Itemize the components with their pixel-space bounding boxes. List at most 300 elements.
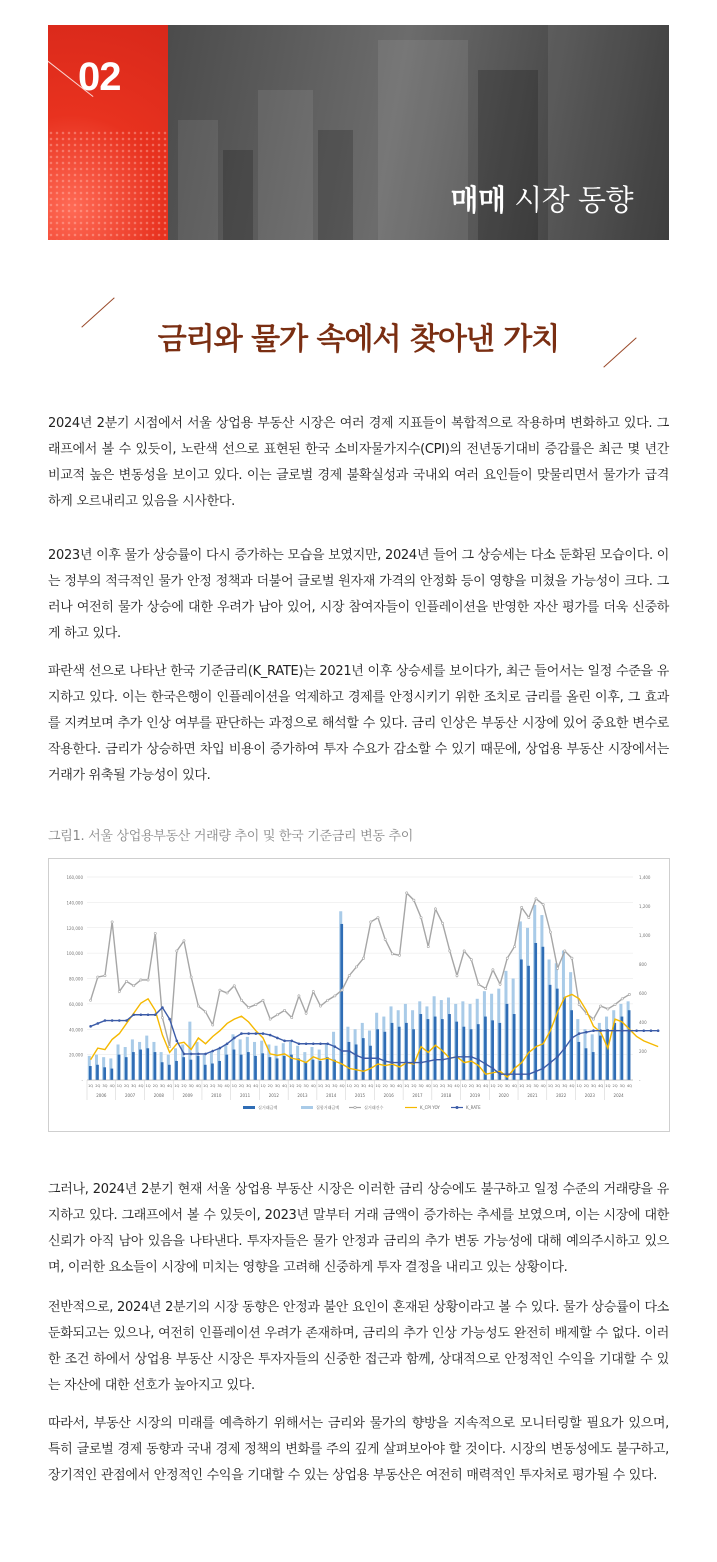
x-quarter-label: 4Q: [511, 1084, 518, 1088]
legend-marker: [456, 1106, 458, 1108]
x-quarter-label: 2Q: [152, 1084, 158, 1088]
line-k-rate-point: [413, 1062, 415, 1064]
x-quarter-label: 1Q: [346, 1084, 352, 1088]
line-transaction-count-point: [492, 969, 494, 971]
line-k-rate-point: [233, 1037, 235, 1039]
x-quarter-label: 4Q: [626, 1084, 632, 1088]
line-transaction-count-point: [434, 908, 436, 910]
line-transaction-count-point: [621, 998, 623, 1000]
x-year-label: 2009: [182, 1093, 193, 1098]
line-k-rate-point: [291, 1040, 293, 1042]
line-transaction-count-point: [226, 992, 228, 994]
bar-transaction: [340, 924, 343, 1080]
chart-svg: [49, 859, 669, 1131]
line-transaction-count-point: [477, 983, 479, 985]
line-k-rate-point: [169, 1018, 171, 1020]
x-quarter-label: 3Q: [246, 1084, 252, 1088]
line-k-rate-point: [205, 1053, 207, 1055]
x-year-label: 2022: [556, 1093, 567, 1098]
line-transaction-count-point: [355, 966, 357, 968]
bar-transaction: [297, 1058, 300, 1080]
y-left-tick-label: 20,000: [69, 1052, 83, 1058]
x-year-label: 2012: [268, 1093, 279, 1098]
x-quarter-label: 3Q: [590, 1084, 597, 1088]
line-transaction-count-point: [204, 1011, 206, 1013]
x-quarter-label: 2Q: [612, 1084, 618, 1088]
chart-frame: [48, 858, 670, 1132]
line-k-rate-point: [470, 1056, 472, 1058]
bar-transaction: [491, 1020, 494, 1080]
bar-transaction: [168, 1065, 171, 1080]
y-right-tick-label: -: [639, 1078, 641, 1083]
bar-transaction: [146, 1048, 149, 1080]
x-quarter-label: 3Q: [274, 1084, 280, 1088]
x-year-label: 2018: [441, 1093, 452, 1098]
bar-transaction: [161, 1062, 164, 1080]
x-quarter-label: 2Q: [296, 1084, 302, 1088]
line-transaction-count-point: [176, 950, 178, 952]
bar-transaction: [139, 1050, 142, 1080]
bar-transaction: [405, 1023, 408, 1080]
y-right-tick-label: 1,200: [639, 904, 651, 909]
line-k-rate-point: [133, 1014, 135, 1016]
x-quarter-label: 3Q: [188, 1084, 194, 1088]
line-k-rate-point: [463, 1056, 465, 1058]
bar-transaction: [563, 998, 566, 1080]
bar-transaction: [348, 1042, 351, 1080]
bar-transaction: [276, 1058, 279, 1080]
line-transaction-count-point: [463, 950, 465, 952]
line-k-rate-point: [377, 1057, 379, 1059]
section-banner: [48, 25, 669, 240]
line-k-rate-point: [535, 1070, 537, 1072]
x-quarter-label: 2Q: [440, 1084, 446, 1088]
line-transaction-count-point: [556, 967, 558, 969]
line-k-rate-point: [456, 1056, 458, 1058]
line-transaction-count-point: [549, 931, 551, 933]
bar-transaction: [434, 1017, 437, 1080]
bar-transaction: [463, 1027, 466, 1080]
line-transaction-count-point: [154, 932, 156, 934]
line-k-rate-point: [485, 1063, 487, 1065]
line-transaction-count-point: [111, 921, 113, 923]
line-transaction-count-point: [291, 1017, 293, 1019]
line-k-rate-point: [104, 1020, 106, 1022]
x-quarter-label: 3Q: [303, 1084, 309, 1088]
bar-transaction: [304, 1062, 307, 1080]
line-k-rate-point: [592, 1030, 594, 1032]
line-transaction-count-point: [485, 988, 487, 990]
bar-transaction: [197, 1056, 200, 1080]
bar-transaction: [125, 1057, 128, 1080]
bar-transaction: [190, 1060, 193, 1080]
banner-title-bold: 매매: [450, 183, 506, 217]
line-transaction-count-point: [499, 983, 501, 985]
x-quarter-label: 2Q: [555, 1084, 561, 1088]
line-k-rate-point: [434, 1059, 436, 1061]
bar-transaction: [225, 1055, 228, 1080]
line-transaction-count-point: [319, 1005, 321, 1007]
x-quarter-label: 1Q: [202, 1084, 209, 1088]
banner-title: [450, 178, 633, 219]
line-transaction-count-point: [169, 1046, 171, 1048]
paragraph-2: 2023년 이후 물가 상승률이 다시 증가하는 모습을 보였지만, 2024년 들어 그 상승세는 다소 둔화된 모습이다. 이는 정부의 적극적인 물가 안정 정책과 더불어 글로벌 원자재 가격의 안정화 등이 영향을 미쳤을 가능성이 크다. 그러나 여전히 물가 상승에 대한 우려가 남아 있어, 시장 참여자들이 인플레이션을 반영한 자산 평가를 더욱 신중하게 하고 있다.: [48, 548, 669, 641]
x-quarter-label: 1Q: [145, 1084, 151, 1088]
bar-transaction: [484, 1017, 487, 1080]
y-left-tick-label: 160,000: [66, 875, 83, 880]
line-k-rate-point: [657, 1030, 659, 1032]
x-quarter-label: 2Q: [497, 1084, 503, 1088]
line-k-rate-point: [197, 1053, 199, 1055]
x-quarter-label: 4Q: [282, 1084, 288, 1088]
line-transaction-count-point: [362, 957, 364, 959]
line-k-rate-point: [600, 1030, 602, 1032]
bar-transaction: [398, 1027, 401, 1080]
line-k-rate-point: [492, 1067, 494, 1069]
x-quarter-label: 2Q: [382, 1084, 388, 1088]
line-k-rate-point: [557, 1056, 559, 1058]
line-k-rate-point: [628, 1030, 630, 1032]
line-k-rate-point: [449, 1057, 451, 1059]
line-transaction-count-point: [506, 957, 508, 959]
x-year-label: 2023: [584, 1093, 595, 1098]
line-transaction-count-point: [370, 921, 372, 923]
line-transaction-count-point: [628, 993, 630, 995]
bar-transaction: [182, 1057, 185, 1080]
line-transaction-count-point: [614, 1004, 616, 1006]
line-k-rate-point: [427, 1060, 429, 1062]
x-quarter-label: 1Q: [490, 1084, 496, 1088]
bar-transaction: [211, 1064, 214, 1080]
x-quarter-label: 4Q: [167, 1084, 173, 1088]
line-k-rate-point: [478, 1059, 480, 1061]
bar-transaction: [506, 1004, 509, 1080]
heading-block: [48, 290, 669, 370]
paragraph-3: 파란색 선으로 나타난 한국 기준금리(K_RATE)는 2021년 이후 상승세를 보이다가, 최근 들어서는 일정 수준을 유지하고 있다. 이는 한국은행이 인플레이션을 억제하고 경제를 안정시키기 위한 조치로 금리를 올린 이후, 그 효과를 지켜보며 추가 인상 여부를 판단하는 과정으로 해석할 수 있다. 금리 인상은 부동산 시장에 있어 중요한 변수로 작용한다. 금리가 상승하면 차입 비용이 증가하여 투자 수요가 감소할 수 있기 때문에, 상업용 부동산 시장에서는 거래가 위축될 가능성이 있다.: [48, 664, 669, 783]
line-transaction-count-point: [283, 1009, 285, 1011]
x-quarter-label: 4Q: [138, 1084, 144, 1088]
line-k-rate-point: [319, 1043, 321, 1045]
x-quarter-label: 3Q: [217, 1084, 223, 1088]
line-k-rate-point: [248, 1033, 250, 1035]
line-k-rate-point: [284, 1040, 286, 1042]
x-quarter-label: 3Q: [418, 1084, 424, 1088]
bar-transaction: [254, 1056, 257, 1080]
line-k-rate-point: [399, 1062, 401, 1064]
x-year-label: 2008: [153, 1093, 164, 1098]
bar-transaction: [175, 1061, 178, 1080]
bar-transaction: [585, 1048, 588, 1080]
line-transaction-count-point: [571, 957, 573, 959]
x-year-label: 2019: [469, 1093, 481, 1098]
line-k-rate-point: [190, 1053, 192, 1055]
x-quarter-label: 2Q: [468, 1084, 474, 1088]
x-quarter-label: 1Q: [547, 1084, 553, 1088]
line-k-rate-point: [355, 1054, 357, 1056]
line-transaction-count-point: [262, 999, 264, 1001]
bar-transaction: [455, 1022, 458, 1080]
x-quarter-label: 2Q: [210, 1084, 216, 1088]
line-k-rate-point: [226, 1043, 228, 1045]
line-k-rate-point: [614, 1030, 616, 1032]
line-k-rate-point: [305, 1043, 307, 1045]
line-transaction-count-point: [305, 1012, 307, 1014]
x-quarter-label: 4Q: [109, 1084, 115, 1088]
bar-transaction: [556, 989, 559, 1080]
line-transaction-count-point: [456, 975, 458, 977]
line-transaction-count-point: [212, 1024, 214, 1026]
x-quarter-label: 4Q: [224, 1084, 230, 1088]
line-k-rate-point: [327, 1043, 329, 1045]
x-year-label: 2013: [297, 1093, 308, 1098]
y-left-tick-label: 100,000: [66, 951, 83, 957]
line-transaction-count-point: [140, 979, 142, 981]
halftone-pattern: [48, 130, 168, 240]
line-k-rate-point: [564, 1047, 566, 1049]
y-right-tick-label: 600: [639, 991, 647, 996]
page-heading: 금리와 물가 속에서 찾아낸 가치: [157, 322, 560, 357]
bar-transaction: [240, 1055, 243, 1080]
bar-transaction: [355, 1044, 358, 1080]
x-quarter-label: 2Q: [123, 1084, 130, 1088]
x-quarter-label: 3Q: [159, 1084, 165, 1088]
line-k-rate-point: [219, 1047, 221, 1049]
x-quarter-label: 4Q: [195, 1084, 201, 1088]
x-quarter-label: 3Q: [619, 1084, 625, 1088]
y-right-tick-label: 200: [639, 1049, 647, 1054]
x-quarter-label: 1Q: [317, 1084, 324, 1088]
line-k-rate-point: [298, 1043, 300, 1045]
line-transaction-count-point: [542, 903, 544, 905]
line-k-rate-point: [549, 1062, 551, 1064]
line-k-rate-point: [140, 1014, 142, 1016]
bar-transaction: [577, 1042, 580, 1080]
x-quarter-label: 1Q: [231, 1084, 237, 1088]
line-transaction-count-point: [298, 995, 300, 997]
x-quarter-label: 4Q: [368, 1084, 374, 1088]
line-transaction-count-point: [341, 989, 343, 991]
line-k-rate-point: [643, 1030, 645, 1032]
line-k-rate-point: [147, 1014, 149, 1016]
legend-label: 집합거래금액: [316, 1105, 340, 1110]
line-transaction-count-point: [406, 892, 408, 894]
line-k-rate-point: [650, 1030, 652, 1032]
line-transaction-count-point: [89, 999, 91, 1001]
bar-transaction: [96, 1065, 99, 1080]
x-quarter-label: 1Q: [519, 1084, 525, 1088]
line-transaction-count-point: [125, 980, 127, 982]
y-right-tick-label: 800: [639, 962, 647, 967]
x-quarter-label: 3Q: [389, 1084, 395, 1088]
line-k-rate-point: [161, 1007, 163, 1009]
x-year-label: 2021: [527, 1093, 538, 1098]
bar-transaction: [247, 1052, 250, 1080]
line-transaction-count-point: [147, 979, 149, 981]
y-left-tick-label: 40,000: [69, 1027, 83, 1033]
bar-transaction: [269, 1057, 272, 1080]
bar-transaction: [369, 1046, 372, 1080]
line-k-rate-point: [585, 1031, 587, 1033]
line-transaction-count-point: [97, 976, 99, 978]
bar-transaction: [477, 1024, 480, 1080]
bar-transaction: [527, 966, 530, 1080]
x-quarter-label: 4Q: [339, 1084, 345, 1088]
line-k-rate-point: [513, 1073, 515, 1075]
x-quarter-label: 1Q: [260, 1084, 266, 1088]
line-transaction-count-point: [427, 946, 429, 948]
x-quarter-label: 3Q: [533, 1084, 539, 1088]
section-number: 02: [78, 55, 121, 99]
line-transaction-count-point: [528, 917, 530, 919]
bar-transaction: [606, 1029, 609, 1080]
line-k-rate-point: [607, 1030, 609, 1032]
line-k-rate-point: [111, 1020, 113, 1022]
line-transaction-count-point: [240, 999, 242, 1001]
x-quarter-label: 1Q: [88, 1084, 94, 1088]
x-quarter-label: 3Q: [131, 1084, 137, 1088]
line-transaction-count-point: [183, 940, 185, 942]
bar-transaction: [412, 1029, 415, 1080]
paragraph-5: 전반적으로, 2024년 2분기의 시장 동향은 안정과 불안 요인이 혼재된 상황이라고 볼 수 있다. 물가 상승률이 다소 둔화되고는 있으나, 여전히 인플레이션 우려가 존재하며, 금리의 추가 인상 가능성도 완전히 배제할 수 없다. 이러한 조건 하에서 상업용 부동산 시장은 투자자들의 신중한 접근과 함께, 상대적으로 안정적인 수익을 기대할 수 있는 자산에 대한 선호가 높아지고 있다.: [48, 1300, 669, 1393]
line-k-rate-point: [521, 1073, 523, 1075]
line-k-rate-point: [334, 1046, 336, 1048]
x-quarter-label: 2Q: [267, 1084, 273, 1088]
line-transaction-count-point: [348, 975, 350, 977]
x-quarter-label: 4Q: [454, 1084, 460, 1088]
line-k-rate-point: [391, 1062, 393, 1064]
line-k-rate-point: [542, 1067, 544, 1069]
line-k-rate-point: [183, 1053, 185, 1055]
line-transaction-count-point: [470, 959, 472, 961]
x-quarter-label: 2Q: [353, 1084, 359, 1088]
bar-transaction: [333, 1060, 336, 1080]
line-transaction-count-point: [190, 976, 192, 978]
y-left-tick-label: -: [81, 1078, 83, 1083]
line-transaction-count-point: [398, 954, 400, 956]
x-year-label: 2014: [326, 1093, 337, 1098]
line-transaction-count-point: [578, 1004, 580, 1006]
line-k-rate-point: [348, 1050, 350, 1052]
banner-title-rest: 시장 동향: [505, 183, 633, 217]
bar-transaction: [621, 1017, 624, 1080]
bar-transaction: [383, 1032, 386, 1080]
line-transaction-count-point: [449, 950, 451, 952]
bar-transaction: [628, 1010, 631, 1080]
bar-transaction: [391, 1023, 394, 1080]
line-transaction-count-point: [592, 1018, 594, 1020]
line-k-rate-point: [262, 1033, 264, 1035]
line-transaction-count-point: [391, 953, 393, 955]
line-transaction-count-point: [384, 938, 386, 940]
x-quarter-label: 4Q: [598, 1084, 604, 1088]
line-transaction-count-point: [312, 990, 314, 992]
x-year-label: 2016: [383, 1093, 394, 1098]
line-k-rate-point: [176, 1040, 178, 1042]
bar-transaction: [283, 1056, 286, 1080]
x-quarter-label: 4Q: [483, 1084, 489, 1088]
line-k-rate-point: [571, 1037, 573, 1039]
paragraph-1: 2024년 2분기 시점에서 서울 상업용 부동산 시장은 여러 경제 지표들이 복합적으로 작용하며 변화하고 있다. 그래프에서 볼 수 있듯이, 노란색 선으로 표현된 한국 소비자물가지수(CPI)의 전년동기대비 증감률은 최근 몇 년간 비교적 높은 변동성을 보이고 있다. 이는 글로벌 경제 불확실성과 국내외 여러 요인들이 맞물리면서 물가가 급격하게 오르내리고 있음을 시사한다.: [48, 416, 669, 509]
x-quarter-label: 4Q: [540, 1084, 546, 1088]
x-quarter-label: 4Q: [396, 1084, 403, 1088]
line-transaction-count-point: [276, 1014, 278, 1016]
bar-transaction: [89, 1066, 92, 1080]
x-year-label: 2007: [125, 1093, 136, 1098]
line-transaction-count-point: [248, 1006, 250, 1008]
x-year-label: 2006: [96, 1093, 107, 1098]
line-k-rate-point: [370, 1057, 372, 1059]
x-quarter-label: 3Q: [447, 1084, 453, 1088]
bar-transaction: [599, 1036, 602, 1080]
line-transaction-count-point: [513, 946, 515, 948]
line-transaction-count-point: [442, 922, 444, 924]
x-quarter-label: 1Q: [289, 1084, 295, 1088]
x-quarter-label: 2Q: [181, 1084, 187, 1088]
line-k-rate-point: [506, 1073, 508, 1075]
legend-marker: [354, 1106, 356, 1108]
line-transaction-count-point: [607, 1008, 609, 1010]
line-transaction-count-point: [327, 999, 329, 1001]
y-left-tick-label: 80,000: [69, 976, 83, 982]
line-transaction-count-point: [104, 975, 106, 977]
x-year-label: 2017: [412, 1093, 423, 1098]
line-transaction-count-point: [600, 1005, 602, 1007]
x-quarter-label: 2Q: [238, 1084, 245, 1088]
line-k-rate-point: [406, 1062, 408, 1064]
x-quarter-label: 1Q: [116, 1084, 122, 1088]
y-left-tick-label: 60,000: [69, 1001, 83, 1007]
line-k-rate-point: [126, 1020, 128, 1022]
line-k-rate-point: [578, 1033, 580, 1035]
line-transaction-count-point: [219, 989, 221, 991]
bar-transaction: [592, 1052, 595, 1080]
x-quarter-label: 3Q: [475, 1084, 482, 1088]
x-quarter-label: 4Q: [425, 1084, 431, 1088]
bar-transaction: [570, 1010, 573, 1080]
legend-swatch: [301, 1106, 313, 1109]
x-quarter-label: 1Q: [576, 1084, 582, 1088]
x-year-label: 2020: [498, 1093, 509, 1098]
x-quarter-label: 3Q: [332, 1084, 338, 1088]
legend-label: K_CPI YOY: [420, 1105, 440, 1110]
legend-label: 실거래건수: [364, 1105, 384, 1110]
bar-transaction: [204, 1065, 207, 1080]
line-transaction-count-point: [161, 1017, 163, 1019]
x-quarter-label: 2Q: [583, 1084, 589, 1088]
line-k-rate-point: [636, 1030, 638, 1032]
line-transaction-count-point: [233, 985, 235, 987]
line-k-rate-point: [341, 1050, 343, 1052]
line-transaction-count-point: [564, 950, 566, 952]
bar-transaction: [261, 1053, 264, 1080]
line-transaction-count-point: [535, 898, 537, 900]
bar-transaction: [154, 1052, 157, 1080]
line-k-rate-point: [499, 1073, 501, 1075]
paragraph-4: 그러나, 2024년 2분기 현재 서울 상업용 부동산 시장은 이러한 금리 상승에도 불구하고 일정 수준의 거래량을 유지하고 있다. 그래프에서 볼 수 있듯이, 2023년 말부터 거래 금액이 증가하는 추세를 보였으며, 이는 시장에 대한 신뢰가 아직 남아 있음을 나타낸다. 투자자들은 물가 안정과 금리의 추가 변동 가능성에 대해 예의주시하고 있으며, 이러한 요소들이 시장에 미치는 영향을 고려해 신중하게 투자 결정을 내리고 있는 상황이다.: [48, 1182, 670, 1275]
legend-label: 실거래금액: [258, 1105, 278, 1110]
line-k-rate-point: [384, 1060, 386, 1062]
bar-transaction: [427, 1019, 430, 1080]
bar-transaction: [470, 1029, 473, 1080]
x-quarter-label: 2Q: [411, 1084, 417, 1088]
line-k-rate-point: [240, 1033, 242, 1035]
x-quarter-label: 2Q: [526, 1084, 532, 1088]
bar-transaction: [319, 1061, 322, 1080]
legend-swatch: [243, 1106, 255, 1109]
x-year-label: 2024: [613, 1093, 624, 1098]
line-transaction-count-point: [133, 985, 135, 987]
legend-label: K_RATE: [466, 1105, 481, 1110]
